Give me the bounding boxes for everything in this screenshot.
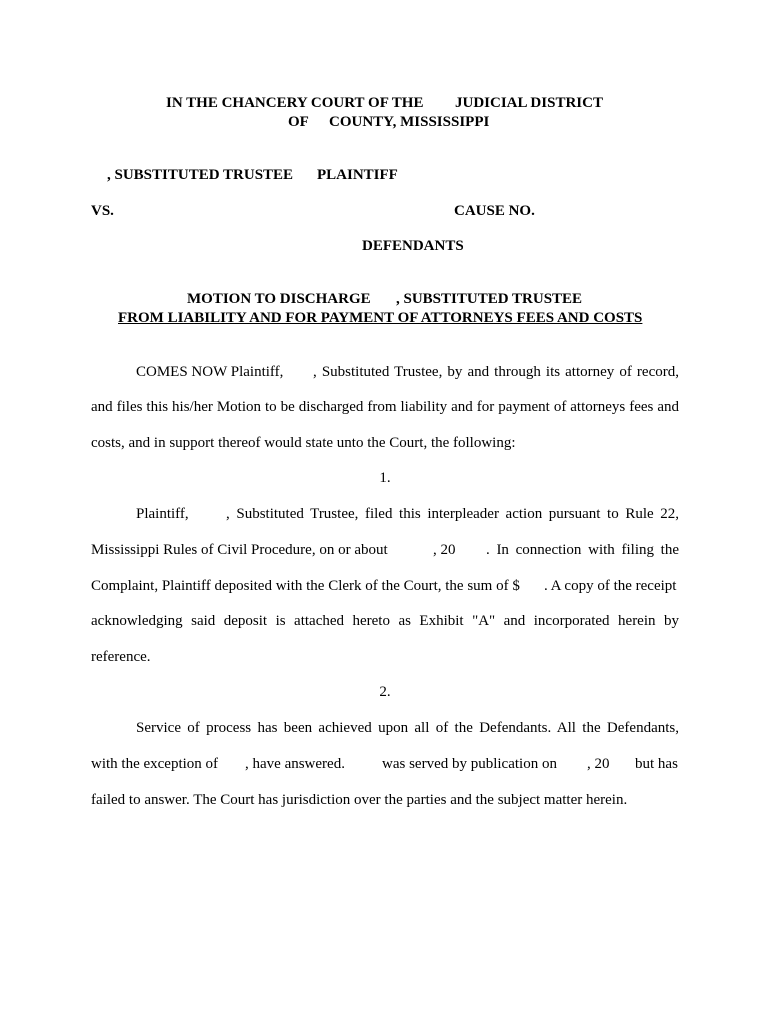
paragraph-2-line-3: failed to answer. The Court has jurisdiction over the parties and the subject matter herein. bbox=[91, 792, 628, 808]
court-heading-of: OF bbox=[288, 114, 309, 130]
paragraph-1-line-4: acknowledging said deposit is attached hereto as Exhibit "A" and incorporated herein by bbox=[91, 613, 679, 629]
paragraph-1-line-2-year: , 20 bbox=[433, 542, 456, 558]
paragraph-2-line-2-start: with the exception of bbox=[91, 756, 219, 772]
paragraph-2-line-2-answered: , have answered. bbox=[245, 756, 345, 772]
paragraph-1-number: 1. bbox=[379, 470, 391, 486]
paragraph-1-line-2-start: Mississippi Rules of Civil Procedure, on or about bbox=[91, 542, 388, 558]
defendants-label: DEFENDANTS bbox=[362, 238, 464, 254]
paragraph-1-line-2-end: . In connection with filing the bbox=[486, 542, 679, 558]
court-heading-line-1: IN THE CHANCERY COURT OF THE bbox=[166, 95, 424, 111]
intro-line-2: and files this his/her Motion to be discharged from liability and for payment of attorneys fees and bbox=[91, 399, 679, 415]
vs-label: VS. bbox=[91, 203, 114, 219]
paragraph-2-line-2-year: , 20 bbox=[587, 756, 610, 772]
intro-line-1-end: , Substituted Trustee, by and through its attorney of record, bbox=[313, 364, 679, 380]
cause-number-label: CAUSE NO. bbox=[454, 203, 535, 219]
paragraph-1-line-5: reference. bbox=[91, 649, 151, 665]
paragraph-2-number: 2. bbox=[379, 684, 391, 700]
motion-title-trustee: , SUBSTITUTED TRUSTEE bbox=[396, 291, 583, 307]
plaintiff-name: , SUBSTITUTED TRUSTEE bbox=[107, 167, 294, 183]
intro-line-3: costs, and in support thereof would state unto the Court, the following: bbox=[91, 435, 516, 451]
intro-line-1-start: COMES NOW Plaintiff, bbox=[136, 364, 284, 380]
motion-title-line-1: MOTION TO DISCHARGE bbox=[187, 291, 371, 307]
paragraph-1-line-3-end: . A copy of the receipt bbox=[544, 578, 677, 594]
paragraph-2-line-2-publication: was served by publication on bbox=[382, 756, 557, 772]
paragraph-1-line-3-start: Complaint, Plaintiff deposited with the Clerk of the Court, the sum of $ bbox=[91, 578, 520, 594]
court-heading-district: JUDICIAL DISTRICT bbox=[455, 95, 603, 111]
motion-title-line-2: FROM LIABILITY AND FOR PAYMENT OF ATTORNEYS FEES AND COSTS bbox=[118, 310, 643, 326]
paragraph-2-line-1: Service of process has been achieved upon all of the Defendants. All the Defendants, bbox=[136, 720, 679, 736]
paragraph-1-line-1-end: , Substituted Trustee, filed this interpleader action pursuant to Rule 22, bbox=[226, 506, 679, 522]
plaintiff-label: PLAINTIFF bbox=[317, 167, 398, 183]
paragraph-1-line-1-start: Plaintiff, bbox=[136, 506, 189, 522]
court-heading-county: COUNTY, MISSISSIPPI bbox=[329, 114, 490, 130]
paragraph-2-line-2-end: but has bbox=[635, 756, 678, 772]
